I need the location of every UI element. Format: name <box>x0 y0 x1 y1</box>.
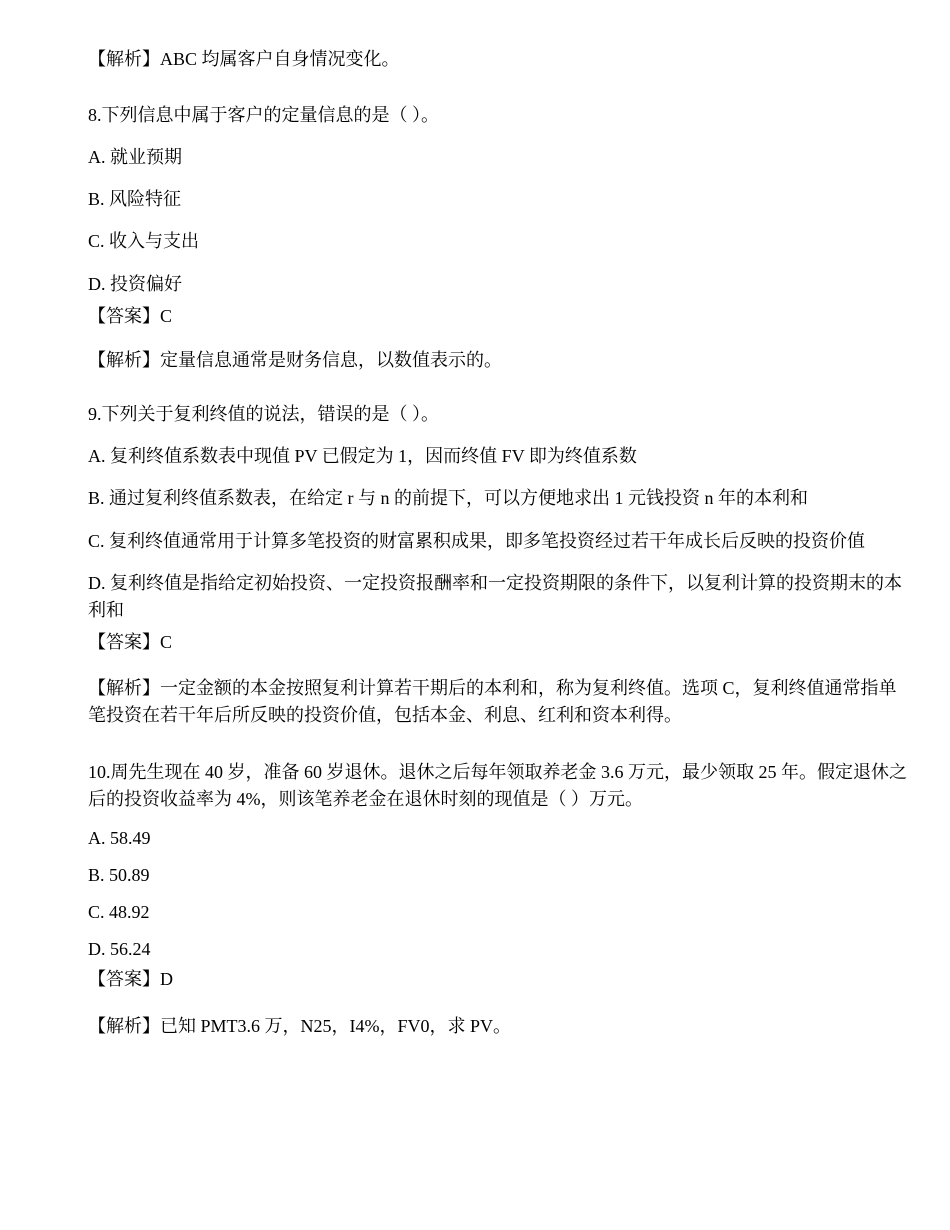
q9-option-b: B. 通过复利终值系数表，在给定 r 与 n 的前提下，可以方便地求出 1 元钱投资 n 年的本利和 <box>88 488 808 508</box>
q10-option-c: C. 48.92 <box>88 902 150 922</box>
q10-question-stem: 10.周先生现在 40 岁，准备 60 岁退休。退休之后每年领取养老金 3.6 万元，最少领取 25 年。假定退休之后的投资收益率为 4%，则该笔养老金在退休时刻的现值是（ ）万元。 <box>88 762 907 809</box>
q10-option-d: D. 56.24 <box>88 939 151 959</box>
q9-option-a: A. 复利终值系数表中现值 PV 已假定为 1，因而终值 FV 即为终值系数 <box>88 446 637 466</box>
q9-analysis: 【解析】一定金额的本金按照复利计算若干期后的本利和，称为复利终值。选项 C，复利终值通常指单笔投资在若干年后所反映的投资价值，包括本金、利息、红利和资本利得。 <box>88 678 897 725</box>
q10-answer: 【答案】D <box>88 969 173 989</box>
q8-option-b: B. 风险特征 <box>88 189 182 209</box>
q9-option-d: D. 复利终值是指给定初始投资、一定投资报酬率和一定投资期限的条件下，以复利计算的投资期末的本利和 <box>88 573 902 620</box>
q8-analysis: 【解析】定量信息通常是财务信息，以数值表示的。 <box>88 350 502 370</box>
q10-analysis: 【解析】已知 PMT3.6 万，N25，I4%，FV0，求 PV。 <box>88 1016 512 1036</box>
q8-answer: 【答案】C <box>88 306 173 326</box>
q10-option-b: B. 50.89 <box>88 865 150 885</box>
q8-option-d: D. 投资偏好 <box>88 274 182 294</box>
q8-question-stem: 8.下列信息中属于客户的定量信息的是（ ）。 <box>88 105 439 125</box>
q8-option-a: A. 就业预期 <box>88 147 182 167</box>
q8-option-c: C. 收入与支出 <box>88 231 200 251</box>
q7-analysis: 【解析】ABC 均属客户自身情况变化。 <box>88 49 400 69</box>
q10-option-a: A. 58.49 <box>88 828 151 848</box>
q9-answer: 【答案】C <box>88 632 173 652</box>
q9-option-c: C. 复利终值通常用于计算多笔投资的财富累积成果，即多笔投资经过若干年成长后反映的投资价值 <box>88 531 866 551</box>
q9-question-stem: 9.下列关于复利终值的说法，错误的是（ ）。 <box>88 404 439 424</box>
